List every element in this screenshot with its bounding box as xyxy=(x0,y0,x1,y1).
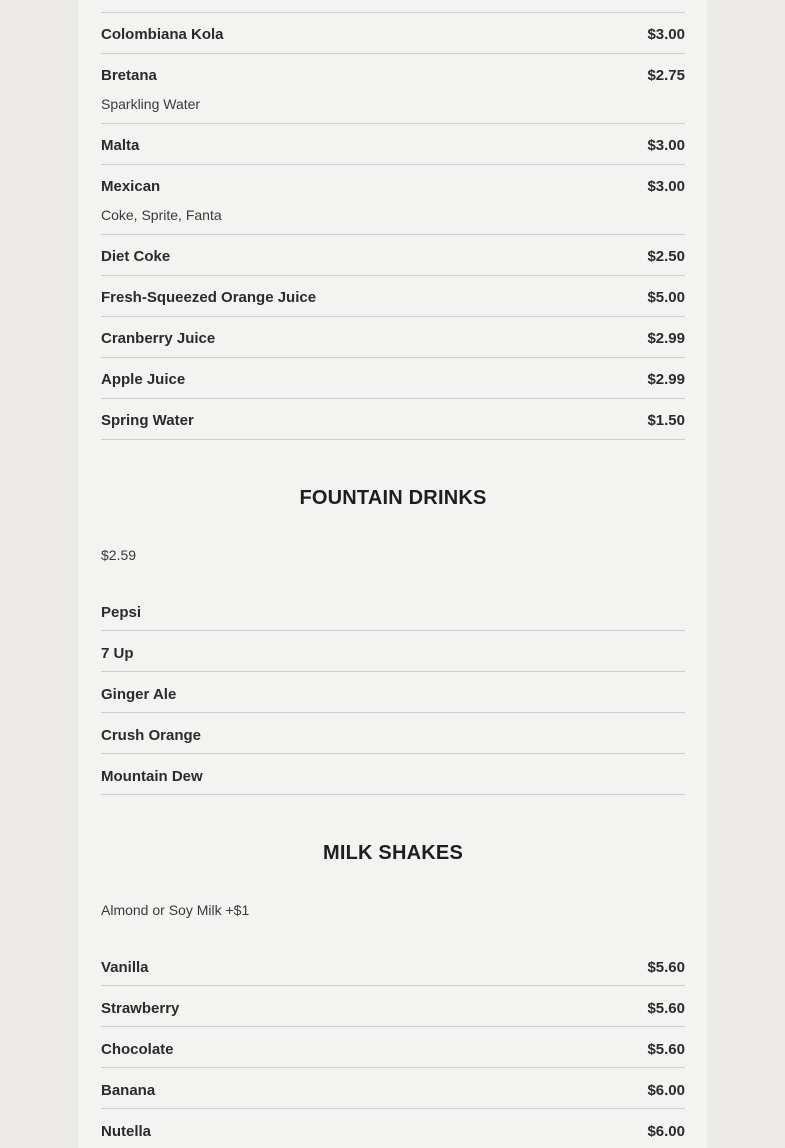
section-note-shakes: Almond or Soy Milk +$1 xyxy=(101,902,250,918)
item-name: Cranberry Juice xyxy=(101,330,216,347)
shake-item xyxy=(101,1109,685,1148)
item-name: Spring Water xyxy=(101,412,194,429)
item-price: $5.00 xyxy=(647,289,685,306)
fountain-item xyxy=(101,754,685,795)
item-name: Pepsi xyxy=(101,604,142,621)
item-name: Chocolate xyxy=(101,1041,174,1058)
item-price: $3.00 xyxy=(647,26,685,43)
item-diet-coke xyxy=(101,235,685,276)
item-description: Sparkling Water xyxy=(101,96,201,112)
fountain-item xyxy=(101,713,685,754)
shake-item xyxy=(101,986,685,1027)
section-title-fountain: FOUNTAIN DRINKS xyxy=(299,487,487,509)
item-name: Mountain Dew xyxy=(101,768,203,785)
item-bretana xyxy=(101,54,685,124)
shake-item xyxy=(101,945,685,986)
fountain-item xyxy=(101,631,685,672)
fountain-item xyxy=(101,672,685,713)
item-name: Fresh-Squeezed Orange Juice xyxy=(101,289,317,306)
item-name: Colombiana Kola xyxy=(101,26,224,43)
section-title-shakes: MILK SHAKES xyxy=(323,842,463,864)
item-description: Coke, Sprite, Fanta xyxy=(101,207,222,223)
item-orange-juice xyxy=(101,276,685,317)
item-name: Vanilla xyxy=(101,959,149,976)
item-price: $3.00 xyxy=(647,137,685,154)
item-price: $2.99 xyxy=(647,371,685,388)
fountain-item xyxy=(101,590,685,631)
item-price: $5.60 xyxy=(647,959,685,976)
item-apple-juice xyxy=(101,358,685,399)
item-mexican xyxy=(101,165,685,235)
item-price: $5.60 xyxy=(647,1041,685,1058)
item-malta xyxy=(101,124,685,165)
shake-item xyxy=(101,1027,685,1068)
item-price: $3.00 xyxy=(647,178,685,195)
section-note-fountain: $2.59 xyxy=(101,547,137,563)
item-colombiana-kola xyxy=(101,13,685,54)
item-price: $6.00 xyxy=(647,1082,685,1099)
item-name: Malta xyxy=(101,137,140,154)
item-name: Apple Juice xyxy=(101,371,186,388)
item-name: Mexican xyxy=(101,178,161,195)
item-price: $2.50 xyxy=(647,248,685,265)
item-name: Bretana xyxy=(101,67,157,84)
shake-item xyxy=(101,1068,685,1109)
item-price: $6.00 xyxy=(647,1123,685,1140)
item-price: $5.60 xyxy=(647,1000,685,1017)
item-price: $2.99 xyxy=(647,330,685,347)
item-name: Diet Coke xyxy=(101,248,171,265)
item-name: Crush Orange xyxy=(101,727,202,744)
item-price: $1.50 xyxy=(647,412,685,429)
item-name: 7 Up xyxy=(101,645,134,662)
item-name: Nutella xyxy=(101,1123,152,1140)
item-name: Ginger Ale xyxy=(101,686,177,703)
item-name: Banana xyxy=(101,1082,156,1099)
item-price: $2.75 xyxy=(647,67,685,84)
item-name: Strawberry xyxy=(101,1000,180,1017)
item-cranberry-juice xyxy=(101,317,685,358)
item-spring-water xyxy=(101,399,685,440)
